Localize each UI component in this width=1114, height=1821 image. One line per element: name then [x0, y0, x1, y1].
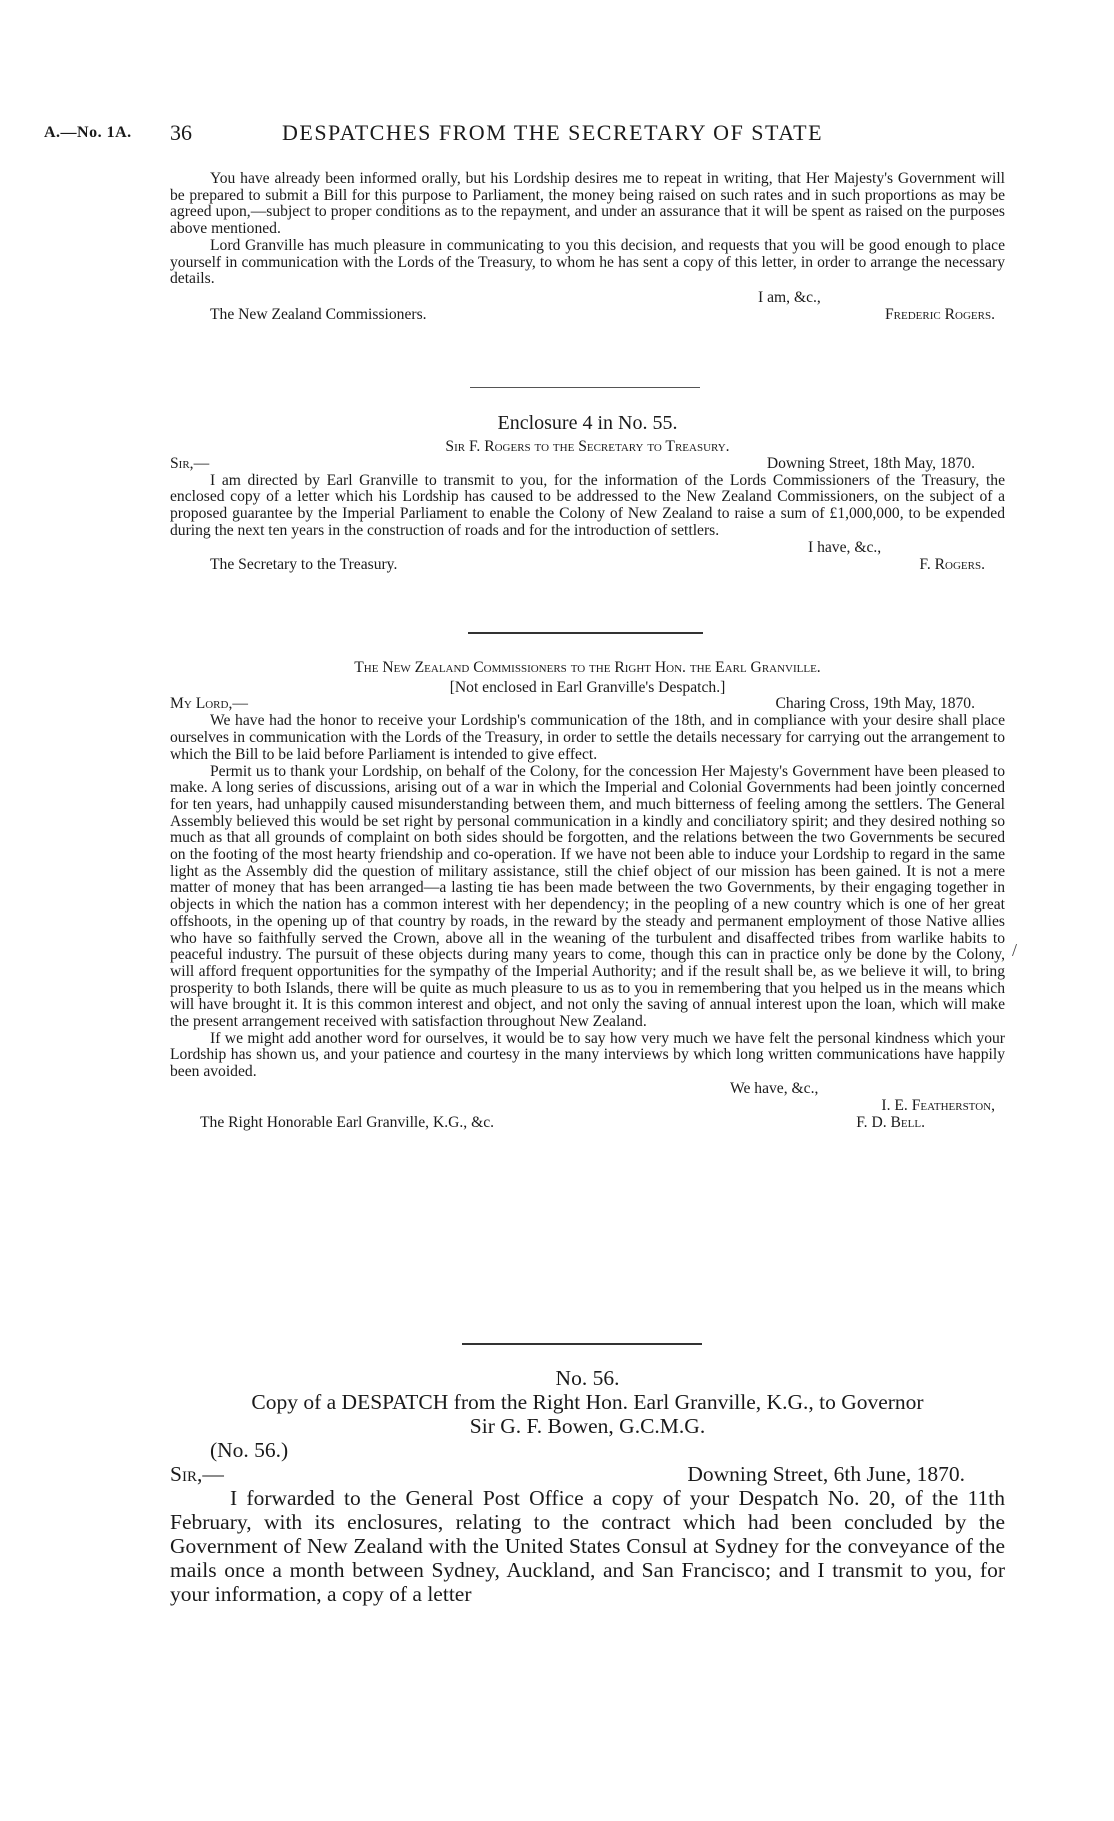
- running-title: DESPATCHES FROM THE SECRETARY OF STATE: [282, 120, 824, 145]
- salutation: Sir,—: [170, 1462, 224, 1486]
- letter-note: [Not enclosed in Earl Granville's Despatch.]: [449, 678, 726, 696]
- closing-row: [170, 540, 1005, 557]
- salutation: Sir,—: [170, 454, 210, 472]
- closing-row: [170, 1081, 1005, 1098]
- paragraph: If we might add another word for ourselves, it would be to say how very much we have felt the personal kindness which your Lordship has shown us, and your patience and courtesy in the many interviews by which long written communications have happily been avoided.: [170, 1029, 1005, 1081]
- enclosure-4: [170, 412, 1005, 574]
- paragraph: You have already been informed orally, but his Lordship desires me to repeat in writing, that Her Majesty's Government will be prepared to submit a Bill for this purpose to Parliament, the money being raised on such rates and in such proportions as may be agreed upon,—subject to proper conditions as to the repayment, and under an assurance that it will be spent as raised on the purposes above mentioned.: [170, 170, 1005, 238]
- closing: We have, &c.,: [730, 1079, 819, 1097]
- signature: F. D. Bell.: [856, 1113, 925, 1131]
- salutation: My Lord,—: [170, 695, 248, 713]
- commissioners-letter: [170, 660, 1005, 1132]
- signature: F. Rogers.: [919, 555, 985, 573]
- enclosure-title: Enclosure 4 in No. 55.: [497, 412, 678, 434]
- margin-bracket-mark: /: [1012, 940, 1018, 960]
- enclosure-subtitle: Sir F. Rogers to the Secretary to Treasury.: [445, 438, 730, 455]
- despatch-reference: (No. 56.): [210, 1438, 289, 1462]
- paragraph: I forwarded to the General Post Office a copy of your Despatch No. 20, of the 11th February, with its enclosures, relating to the contract which had been concluded by the Government of New Zealand with the United States Consul at Sydney for the conveyance of the mails once a month between Sydney, Auckland, and San Francisco; and I transmit to you, for your information, a copy of a letter: [170, 1486, 1005, 1606]
- place-date: Charing Cross, 19th May, 1870.: [775, 695, 975, 713]
- paragraph: I am directed by Earl Granville to transmit to you, for the information of the Lords Commissioners of the Treasury, the enclosed copy of a letter which his Lordship has caused to be addressed to the New Zealand Commissioners, on the subject of a proposed guarantee by the Imperial Parliament to enable the Colony of New Zealand to raise a sum of £1,000,000, to be expended during the next ten years in the construction of roads and for the introduction of settlers.: [170, 471, 1005, 539]
- section-divider: [468, 632, 703, 634]
- paragraph: Lord Granville has much pleasure in communicating to you this decision, and requests that you will be good enough to place yourself in communication with the Lords of the Treasury, to whom he has sent a copy of this letter, in order to arrange the necessary details.: [170, 236, 1005, 288]
- despatch-number: No. 56.: [555, 1366, 620, 1390]
- page-number: 36: [170, 120, 192, 145]
- place-date: Downing Street, 18th May, 1870.: [766, 454, 975, 472]
- signature-row: [170, 1115, 1005, 1132]
- signature: Frederic Rogers.: [885, 305, 995, 323]
- paragraph: We have had the honor to receive your Lordship's communication of the 18th, and in compliance with your desire shall place ourselves in communication with the Lords of the Treasury, in order to settle the details necessary for carrying out the arrangement to which the Bill to be laid before Parliament is intended to give effect.: [170, 712, 1005, 763]
- addressee: The Right Honorable Earl Granville, K.G., &c.: [200, 1113, 495, 1131]
- paragraph: Permit us to thank your Lordship, on behalf of the Colony, for the concession Her Majesty's Government have been pleased to make. A long series of discussions, arising out of a war in which the Imperial and Colonial Governments had been jointly concerned for ten years, had unhappily caused misunderstanding between them, and much bitterness of feeling among the settlers. The General Assembly believed this would be set right by personal communication in a kindly and conciliatory spirit; and they desired nothing so much as that all grounds of complaint on both sides should be forgotten, and the relations between the two Governments be secured on the footing of the most hearty friendship and co-operation. If we have not been able to induce your Lordship to regard in the same light as the Assembly did the question of military assistance, still the chief object of our mission has been gained. It is not a mere matter of money that has been arranged—a lasting tie has been made between the two Governments, by their engaging together in objects in which the nation has a common interest with her dependency; in the peopling of a new country which is one of her great offshoots, in the opening up of that country by roads, in the reward by the steady and permanent employment of those Native allies who have so faithfully served the Crown, above all in the weaning of the turbulent and disaffected tribes from warlike habits to peaceful industry. The pursuit of these objects during many years to come, though this can in practice only be done by the Colony, will afford frequent opportunities for the sympathy of the Imperial Authority; and if the result shall be, as we believe it will, to bring prosperity to both Islands, there will be quite as much pleasure to us as to you in remembering that you helped us in the means which will have brought it. It is this common interest and object, and not only the saving of annual interest upon the loan, which will make the present arrangement received with satisfaction throughout New Zealand.: [170, 762, 1005, 1031]
- salutation-row: [170, 1462, 1005, 1486]
- closing: I have, &c.,: [808, 538, 882, 556]
- addressee: The Secretary to the Treasury.: [210, 555, 398, 573]
- despatch-56: [170, 1366, 1005, 1606]
- despatch-title-line2: Sir G. F. Bowen, G.C.M.G.: [469, 1414, 706, 1438]
- signature-row: [170, 557, 1005, 574]
- signature-row: [170, 307, 1005, 324]
- document-reference: A.—No. 1A.: [44, 124, 132, 141]
- signature-row: [170, 1098, 1005, 1115]
- salutation-row: [170, 456, 1005, 473]
- signature: I. E. Featherston,: [881, 1096, 995, 1114]
- page-header: [44, 118, 1044, 148]
- section-divider: [462, 1343, 702, 1345]
- closing: I am, &c.,: [758, 288, 821, 306]
- letter-continuation: [170, 171, 1005, 324]
- letter-title: The New Zealand Commissioners to the Right Hon. the Earl Granville.: [354, 659, 821, 676]
- place-date: Downing Street, 6th June, 1870.: [687, 1462, 965, 1486]
- addressee: The New Zealand Commissioners.: [210, 305, 427, 323]
- closing-row: [170, 290, 1005, 307]
- section-divider: [470, 387, 700, 388]
- salutation-row: [170, 696, 1005, 713]
- despatch-title-line1: Copy of a DESPATCH from the Right Hon. Earl Granville, K.G., to Governor: [251, 1390, 924, 1414]
